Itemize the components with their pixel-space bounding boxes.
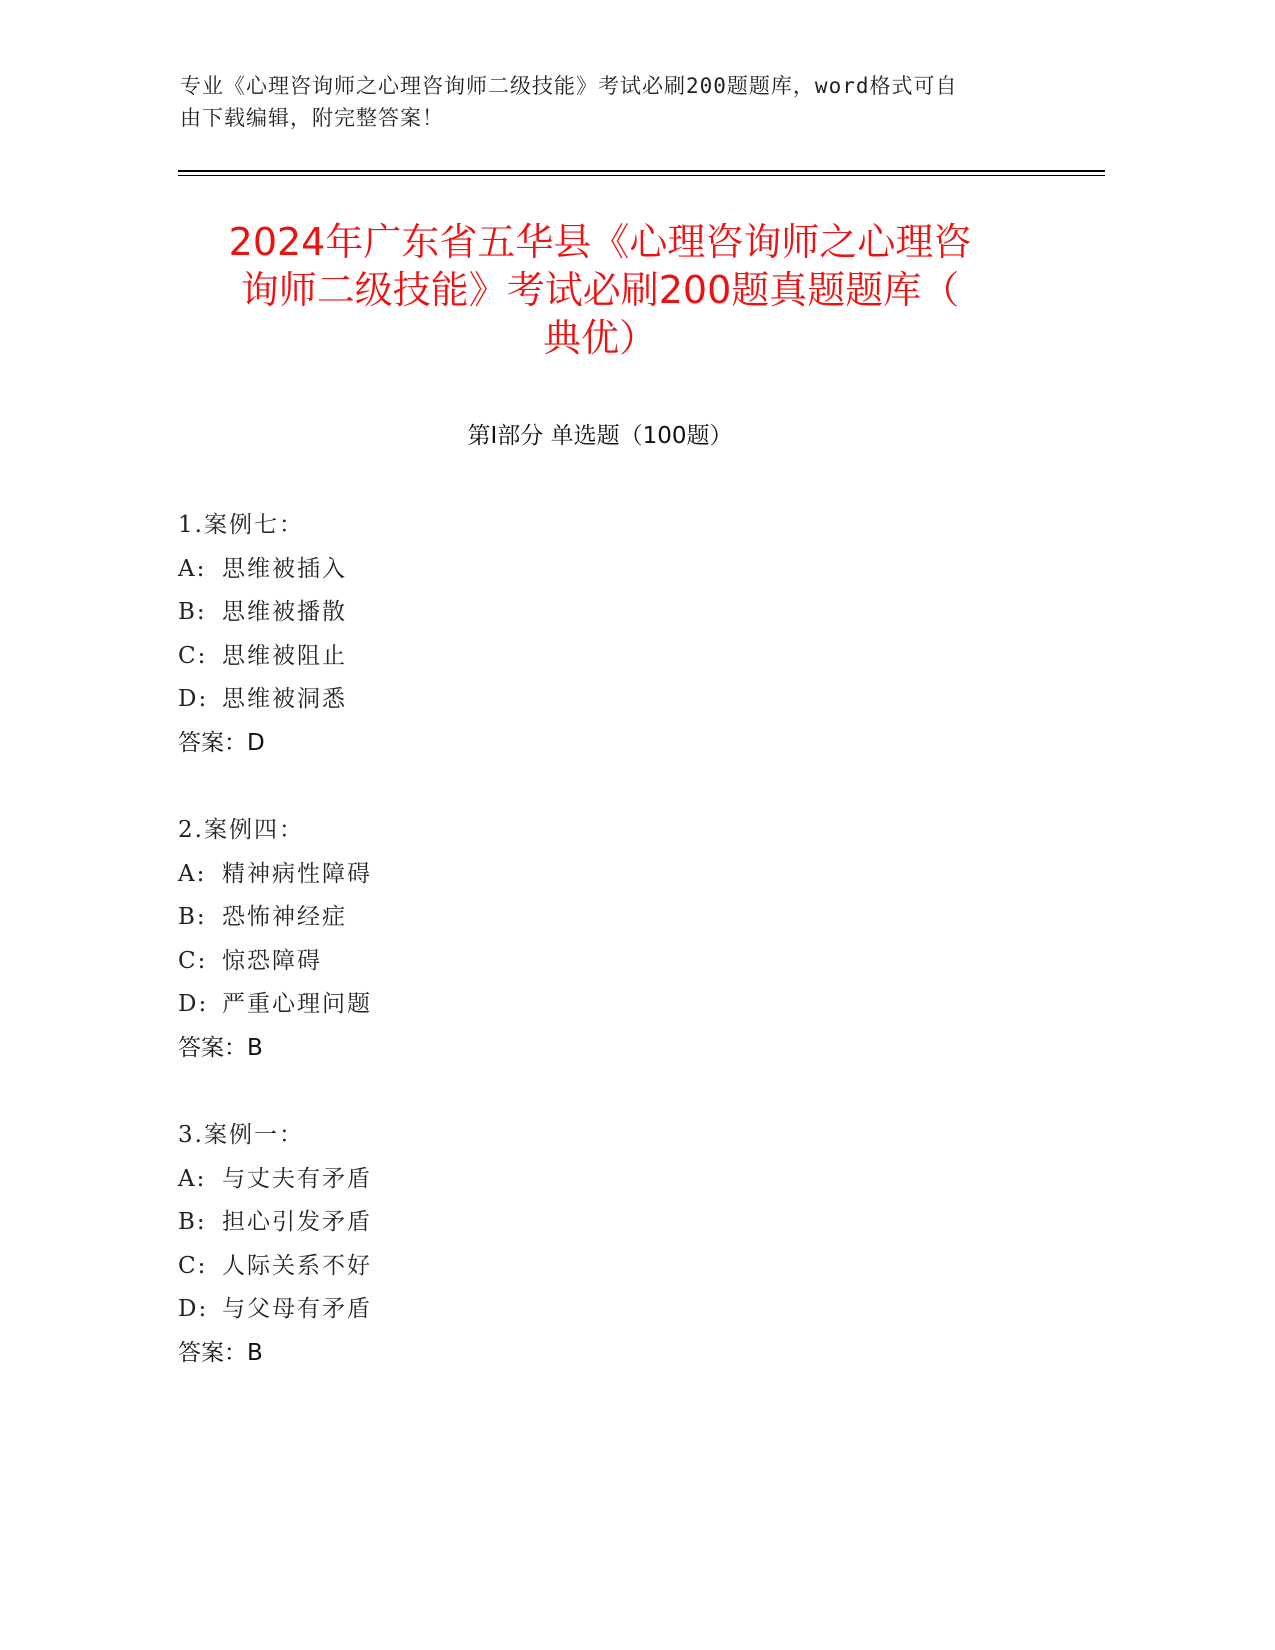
header-note-line-2: 由下载编辑，附完整答案！ — [180, 106, 444, 130]
document-title — [160, 218, 1040, 362]
option-letter: D: — [178, 686, 209, 712]
question-block — [178, 809, 878, 1070]
option-item — [178, 1201, 878, 1245]
option-text: 思维被播散 — [222, 599, 347, 625]
document-header-note — [180, 70, 1040, 134]
option-text: 人际关系不好 — [222, 1252, 372, 1279]
option-item — [178, 678, 878, 722]
option-text: 严重心理问题 — [222, 991, 372, 1017]
option-letter: C: — [178, 642, 208, 669]
section-title: 第Ⅰ部分 单选题（100题） — [467, 423, 733, 449]
option-letter: C: — [178, 947, 208, 974]
answer-line: 答案：B — [178, 1339, 263, 1366]
option-item — [178, 983, 878, 1027]
option-letter: B: — [178, 904, 207, 930]
question-stem: 3.案例一： — [178, 1122, 304, 1148]
question-stem: 2.案例四： — [178, 817, 304, 843]
option-item — [178, 940, 878, 984]
title-line-3: 典优） — [542, 316, 657, 360]
option-item — [178, 1158, 878, 1202]
option-item — [178, 635, 878, 679]
option-letter: C: — [178, 1252, 208, 1279]
title-line-1: 2024年广东省五华县《心理咨询师之心理咨 — [228, 220, 972, 264]
option-text: 与父母有矛盾 — [222, 1296, 372, 1322]
option-letter: B: — [178, 1209, 207, 1235]
option-letter: D: — [178, 991, 209, 1017]
option-item — [178, 591, 878, 635]
option-letter: D: — [178, 1296, 209, 1322]
option-item — [178, 896, 878, 940]
answer-line: 答案：B — [178, 1034, 263, 1061]
option-text: 惊恐障碍 — [222, 947, 322, 974]
option-letter: B: — [178, 599, 207, 625]
header-note-line-1: 专业《心理咨询师之心理咨询师二级技能》考试必刷200题题库，word格式可自 — [180, 74, 958, 98]
header-divider-thin — [178, 175, 1105, 176]
option-letter: A: — [178, 1165, 207, 1192]
question-block — [178, 1114, 878, 1375]
option-text: 恐怖神经症 — [222, 904, 347, 930]
option-text: 精神病性障碍 — [222, 860, 372, 887]
option-text: 思维被洞悉 — [222, 686, 347, 712]
option-item — [178, 548, 878, 592]
option-letter: A: — [178, 555, 207, 582]
option-text: 担心引发矛盾 — [222, 1209, 372, 1235]
option-item — [178, 1288, 878, 1332]
question-block — [178, 504, 878, 765]
option-letter: A: — [178, 860, 207, 887]
answer-line: 答案：D — [178, 729, 265, 756]
question-stem: 1.案例七： — [178, 512, 304, 538]
header-divider-thick — [178, 170, 1105, 172]
title-line-2: 询师二级技能》考试必刷200题真题题库（ — [240, 268, 960, 312]
option-text: 与丈夫有矛盾 — [222, 1165, 372, 1192]
option-item — [178, 853, 878, 897]
option-text: 思维被阻止 — [222, 642, 347, 669]
option-item — [178, 1245, 878, 1289]
option-text: 思维被插入 — [222, 555, 347, 582]
